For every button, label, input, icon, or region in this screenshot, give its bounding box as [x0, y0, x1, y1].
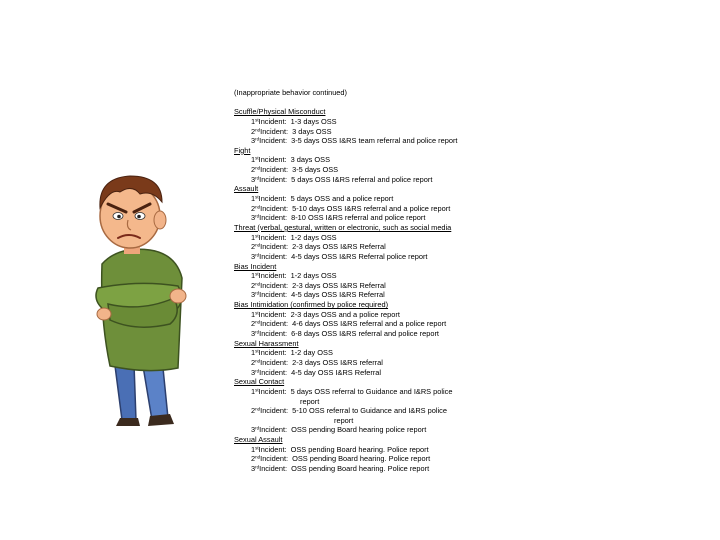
section-heading: Sexual Assault	[234, 435, 283, 445]
incident-label: Incident:	[259, 425, 288, 435]
incident-number: 1	[251, 444, 256, 454]
ordinal-suffix: nd	[255, 204, 261, 210]
incident-line	[234, 213, 534, 223]
incident-consequence: 3 days OSS	[290, 155, 331, 165]
incident-label: Incident:	[260, 165, 289, 175]
ordinal-suffix: st	[255, 233, 259, 239]
incident-consequence: 1-2 days OSS	[290, 271, 337, 281]
incident-label: Incident:	[259, 329, 288, 339]
incident-consequence: 5-10 days OSS I&RS referral and a police report	[292, 203, 451, 213]
incident-consequence: 2-3 days OSS I&RS Referral	[292, 280, 386, 290]
incident-consequence: 3 days OSS	[292, 126, 332, 136]
incident-number: 1	[251, 309, 256, 319]
ordinal-suffix: st	[255, 155, 259, 161]
section-heading: Threat (verbal, gestural, written or electronic, such as social media	[234, 222, 452, 232]
incident-line	[234, 454, 534, 464]
ordinal-suffix: nd	[255, 281, 261, 287]
ordinal-suffix: rd	[255, 329, 260, 335]
incident-number: 2	[251, 319, 256, 329]
ordinal-suffix: rd	[255, 252, 260, 258]
ordinal-suffix: nd	[255, 406, 261, 412]
discipline-policy-text	[234, 88, 534, 474]
incident-number: 2	[251, 454, 256, 464]
incident-number: 2	[251, 165, 256, 175]
incident-line	[234, 136, 534, 146]
incident-consequence: 3-5 days OSS	[292, 165, 339, 175]
incident-label: Incident:	[260, 454, 289, 464]
incident-label: Incident:	[258, 271, 287, 281]
incident-number: 3	[251, 463, 256, 473]
incident-number: 3	[251, 213, 256, 223]
section-heading: Bias Intimidation (confirmed by police required)	[234, 300, 389, 310]
section-heading: Scuffle/Physical Misconduct	[234, 107, 326, 117]
ordinal-suffix: st	[255, 194, 259, 200]
incident-number: 3	[251, 174, 256, 184]
incident-line	[234, 117, 534, 127]
incident-line	[234, 242, 534, 252]
section-heading: Sexual Harassment	[234, 338, 299, 348]
incident-label: Incident:	[258, 386, 287, 396]
incident-label: Incident:	[260, 242, 289, 252]
incident-label: Incident:	[258, 232, 287, 242]
incident-number: 2	[251, 126, 256, 136]
ordinal-suffix: rd	[255, 464, 260, 470]
ordinal-suffix: st	[255, 310, 259, 316]
incident-consequence: 2-3 days OSS I&RS referral	[292, 357, 383, 367]
incident-label: Incident:	[260, 319, 289, 329]
incident-number: 1	[251, 348, 256, 358]
ordinal-suffix: rd	[255, 213, 260, 219]
ordinal-suffix: st	[255, 271, 259, 277]
incident-label: Incident:	[258, 116, 287, 126]
section-heading: Bias Incident	[234, 261, 277, 271]
ordinal-suffix: nd	[255, 454, 261, 460]
incident-line	[234, 271, 534, 281]
incident-line	[234, 319, 534, 329]
ordinal-suffix: nd	[255, 127, 261, 133]
incident-consequence-continued: report	[300, 396, 320, 406]
incident-label: Incident:	[259, 463, 288, 473]
incident-consequence: 2-3 days OSS I&RS Referral	[292, 242, 386, 252]
incident-line	[234, 425, 534, 435]
incident-line	[234, 387, 534, 397]
incident-label: Incident:	[258, 348, 287, 358]
incident-consequence: 4-5 days OSS I&RS Referral police report	[291, 251, 428, 261]
ordinal-suffix: nd	[255, 358, 261, 364]
incident-line	[234, 233, 534, 243]
incident-consequence: 1-3 days OSS	[290, 116, 337, 126]
incident-line	[234, 445, 534, 455]
incident-label: Incident:	[260, 280, 289, 290]
incident-number: 1	[251, 386, 256, 396]
incident-label: Incident:	[260, 126, 289, 136]
incident-number: 3	[251, 136, 256, 146]
incident-line	[234, 329, 534, 339]
incident-line	[234, 464, 534, 474]
incident-label: Incident:	[260, 357, 289, 367]
incident-label: Incident:	[258, 444, 287, 454]
incident-consequence: 1-2 day OSS	[290, 348, 333, 358]
incident-consequence-continued: report	[334, 415, 354, 425]
incident-number: 2	[251, 280, 256, 290]
incident-consequence: 1-2 days OSS	[290, 232, 337, 242]
incident-number: 2	[251, 357, 256, 367]
incident-consequence: OSS pending Board hearing police report	[291, 425, 427, 435]
incident-label: Incident:	[258, 155, 287, 165]
incident-line	[234, 310, 534, 320]
incident-number: 2	[251, 406, 256, 416]
incident-line	[234, 406, 534, 416]
incident-number: 2	[251, 203, 256, 213]
section-heading: Fight	[234, 145, 251, 155]
ordinal-suffix: nd	[255, 319, 261, 325]
incident-line	[234, 368, 534, 378]
incident-line	[234, 252, 534, 262]
incident-number: 1	[251, 116, 256, 126]
incident-line	[234, 290, 534, 300]
incident-number: 1	[251, 155, 256, 165]
section-heading: Sexual Contact	[234, 377, 285, 387]
incident-line	[234, 175, 534, 185]
incident-label: Incident:	[258, 309, 287, 319]
incident-label: Incident:	[259, 174, 288, 184]
incident-number: 1	[251, 271, 256, 281]
document-title: (Inappropriate behavior continued)	[234, 88, 347, 97]
incident-consequence: OSS pending Board hearing. Police report	[291, 463, 430, 473]
incident-line	[234, 281, 534, 291]
section-heading: Assault	[234, 184, 259, 194]
incident-line	[234, 165, 534, 175]
incident-label: Incident:	[259, 213, 288, 223]
incident-label: Incident:	[259, 251, 288, 261]
incident-line	[234, 358, 534, 368]
incident-line	[234, 127, 534, 137]
ordinal-suffix: rd	[255, 425, 260, 431]
incident-consequence: OSS pending Board hearing. Police report	[290, 444, 429, 454]
incident-line	[234, 204, 534, 214]
incident-label: Incident:	[260, 203, 289, 213]
incident-consequence: 5-10 OSS referral to Guidance and I&RS police	[292, 406, 447, 416]
ordinal-suffix: rd	[255, 290, 260, 296]
incident-consequence: 8-10 OSS I&RS referral and police report	[291, 213, 426, 223]
incident-consequence: 4-6 days OSS I&RS referral and a police report	[292, 319, 447, 329]
incident-number: 3	[251, 290, 256, 300]
incident-number: 1	[251, 232, 256, 242]
incident-number: 1	[251, 194, 256, 204]
angry-boy-illustration	[78, 168, 206, 428]
ordinal-suffix: st	[255, 348, 259, 354]
incident-consequence: 2-3 days OSS and a police report	[290, 309, 400, 319]
ordinal-suffix: rd	[255, 175, 260, 181]
ordinal-suffix: st	[255, 387, 259, 393]
ordinal-suffix: nd	[255, 242, 261, 248]
incident-consequence: OSS pending Board hearing. Police report	[292, 454, 431, 464]
incident-label: Incident:	[259, 290, 288, 300]
incident-number: 3	[251, 251, 256, 261]
incident-consequence: 5 days OSS and a police report	[290, 194, 394, 204]
incident-number: 3	[251, 329, 256, 339]
incident-line	[234, 155, 534, 165]
incident-consequence: 6-8 days OSS I&RS referral and police report	[291, 329, 439, 339]
incident-consequence: 4-5 day OSS I&RS Referral	[291, 367, 382, 377]
ordinal-suffix: st	[255, 445, 259, 451]
ordinal-suffix: nd	[255, 165, 261, 171]
policy-sections	[234, 107, 534, 473]
incident-consequence: 5 days OSS referral to Guidance and I&RS police	[290, 386, 453, 396]
incident-number: 2	[251, 242, 256, 252]
ordinal-suffix: rd	[255, 136, 260, 142]
incident-number: 3	[251, 367, 256, 377]
incident-number: 3	[251, 425, 256, 435]
incident-label: Incident:	[259, 136, 288, 146]
ordinal-suffix: rd	[255, 368, 260, 374]
incident-label: Incident:	[259, 367, 288, 377]
incident-line	[234, 348, 534, 358]
incident-label: Incident:	[260, 406, 289, 416]
ordinal-suffix: st	[255, 117, 259, 123]
incident-consequence: 5 days OSS I&RS referral and police report	[291, 174, 433, 184]
incident-consequence: 4-5 days OSS I&RS Referral	[291, 290, 385, 300]
incident-label: Incident:	[258, 194, 287, 204]
incident-consequence: 3-5 days OSS I&RS team referral and police report	[291, 136, 458, 146]
incident-line	[234, 194, 534, 204]
